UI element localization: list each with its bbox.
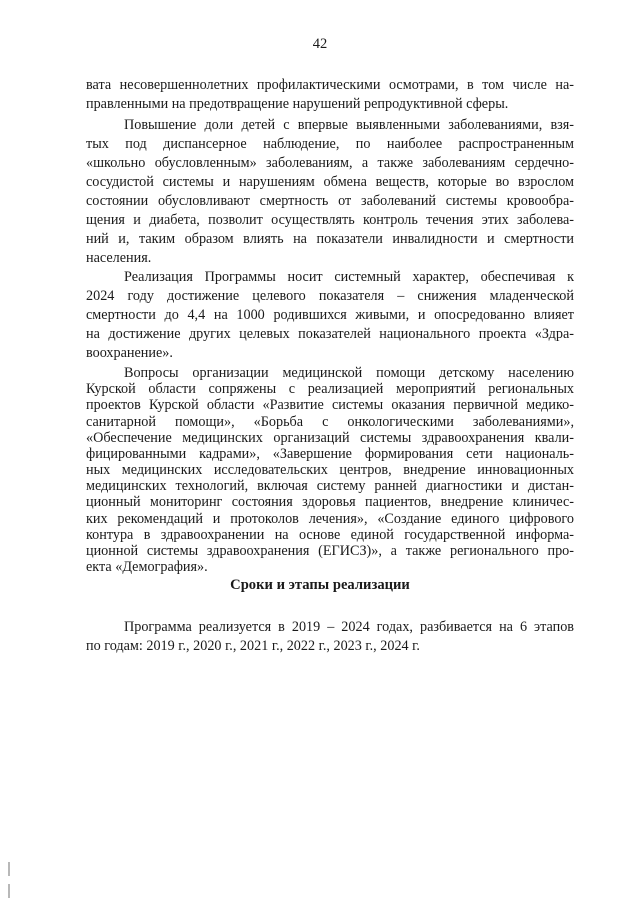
section-heading: Сроки и этапы реализации bbox=[230, 577, 410, 593]
paragraph-4-line: Курской области сопряжены с реализацией мероприятий региональных bbox=[86, 381, 574, 397]
paragraph-4-line: санитарной помощи», «Борьба с онкологическими заболеваниями», bbox=[86, 414, 574, 430]
paragraph-2-line: состоянии обусловливают смертность от заболеваний системы кровообра- bbox=[86, 193, 574, 209]
paragraph-4-line: екта «Демография». bbox=[86, 559, 208, 575]
paragraph-1-line: правленными на предотвращение нарушений репродуктивной сферы. bbox=[86, 96, 509, 112]
paragraph-4-line: Вопросы организации медицинской помощи детскому населению bbox=[124, 365, 574, 381]
page-number: 42 bbox=[312, 36, 328, 52]
paragraph-1-line: вата несовершеннолетних профилактическими осмотрами, в том числе на- bbox=[86, 77, 574, 93]
paragraph-4-line: медицинских технологий, включая систему ранней диагностики и дистан- bbox=[86, 478, 574, 494]
paragraph-2-line: «школьно обусловленным» заболеваниям, а также заболеваниям сердечно- bbox=[86, 155, 574, 171]
paragraph-3-line: Реализация Программы носит системный характер, обеспечивая к bbox=[124, 269, 574, 285]
paragraph-4-line: ционной системы здравоохранения (ЕГИСЗ)», а также регионального про- bbox=[86, 543, 574, 559]
paragraph-4-line: ционный мониторинг состояния здоровья пациентов, внедрение клиничес- bbox=[86, 494, 574, 510]
paragraph-5-line: Программа реализуется в 2019 – 2024 годах, разбивается на 6 этапов bbox=[124, 619, 574, 635]
paragraph-2-line: Повышение доли детей с впервые выявленными заболеваниями, взя- bbox=[124, 117, 574, 133]
paragraph-4-line: «Обеспечение медицинских организаций системы здравоохранения квали- bbox=[86, 430, 574, 446]
paragraph-4-line: проектов Курской области «Развитие системы оказания первичной медико- bbox=[86, 397, 574, 413]
paragraph-2-line: тых под диспансерное наблюдение, по наиболее распространенным bbox=[86, 136, 574, 152]
paragraph-4-line: контура в здравоохранении на основе единой государственной информа- bbox=[86, 527, 574, 543]
paragraph-4-line: ких рекомендаций и протоколов лечения», «Создание единого цифрового bbox=[86, 511, 574, 527]
paragraph-3-line: смертности до 4,4 на 1000 родившихся живыми, и опосредованно влияет bbox=[86, 307, 574, 323]
paragraph-4-line: фицированными кадрами», «Завершение формирования сети националь- bbox=[86, 446, 574, 462]
paragraph-5-line: по годам: 2019 г., 2020 г., 2021 г., 2022 г., 2023 г., 2024 г. bbox=[86, 638, 420, 654]
paragraph-3-line: 2024 году достижение целевого показателя – снижения младенческой bbox=[86, 288, 574, 304]
paragraph-2-line: щения и диабета, позволит осуществлять контроль течения этих заболева- bbox=[86, 212, 574, 228]
paragraph-2-line: сосудистой системы и нарушениям обмена веществ, которые во взрослом bbox=[86, 174, 574, 190]
scan-margin-mark bbox=[8, 884, 10, 898]
paragraph-2-line: населения. bbox=[86, 250, 152, 266]
paragraph-2-line: ний и, таким образом влиять на показатели инвалидности и смертности bbox=[86, 231, 574, 247]
paragraph-4-line: ных медицинских исследовательских центров, внедрение инновационных bbox=[86, 462, 574, 478]
paragraph-3-line: воохранение». bbox=[86, 345, 173, 361]
scan-margin-mark bbox=[8, 862, 10, 876]
paragraph-3-line: на достижение других целевых показателей национального проекта «Здра- bbox=[86, 326, 574, 342]
